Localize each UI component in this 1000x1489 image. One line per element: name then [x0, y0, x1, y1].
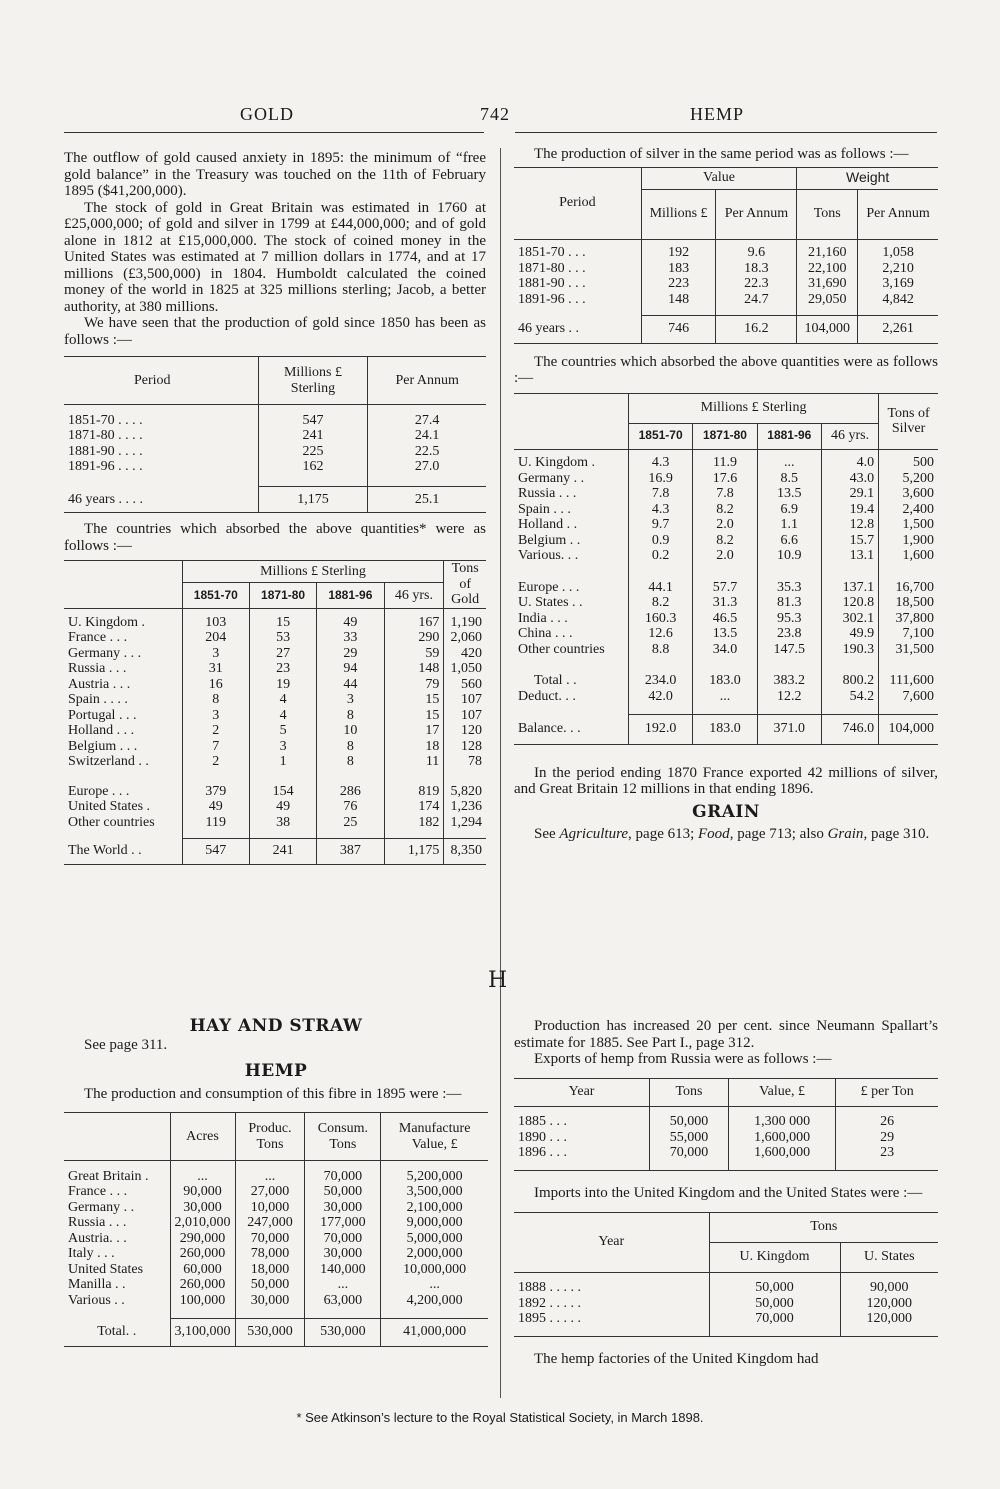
table-row: 1892 . . . . . 50,000 120,000 — [514, 1296, 938, 1312]
left-top-column — [64, 150, 486, 865]
table-row: 1891-96 . . . 148 24.7 29,050 4,842 — [514, 292, 938, 308]
table-row: Russia . . . 7.8 7.8 13.5 29.1 3,600 — [514, 486, 938, 502]
table-row: Austria. . . 290,000 70,000 70,000 5,000,000 — [64, 1231, 488, 1247]
hay-see-page: See page 311. — [84, 1036, 168, 1053]
table-row: Other countries 8.8 34.0 147.5 190.3 31,500 — [514, 642, 938, 658]
table-row: Total . . 234.0 183.0 383.2 800.2 111,600 — [514, 673, 938, 689]
table-row: United States . 49 49 76 174 1,236 — [64, 799, 486, 815]
col-tons: Tons — [650, 1078, 729, 1106]
grain-heading: GRAIN — [692, 801, 760, 822]
section-letter-h: H — [488, 968, 508, 993]
table-row: U. Kingdom . 103 15 49 167 1,190 — [64, 615, 486, 631]
russia-exports-table — [514, 1078, 938, 1172]
table-row: Germany . . . 3 27 29 59 420 — [64, 646, 486, 662]
silver-absorption-table: Millions £ Sterling Tons of Silver 1851-70 1871-80 1881-96 46 yrs. U. Kingdom . 4.3 11.9 ... 4.0 500 Germany . . 16.9 17.6 8.5 43.0 5,200 Russia . . . 7.8 7.8 13.5 29.1 3,600 Spain . . . 4.3 8.2 6.9 19.4 2,400 Holland . . 9.7 2.0 1.1 12.8 1,500 Belgium . . 0.9 8.2 6.6 15.7 1,900 Various. . . 0.2 2.0 10.9 13.1 1,600 Europe . . . 44.1 57.7 35.3 137.1 16,700 U. States . . 8.2 31.3 81.3 120.8 18,500 India . . . 160.3 46.5 95.3 302.1 37,800 China . . . 12.6 13.5 23.8 49.9 7,100 Other countries 8.8 34.0 147.5 190.3 31,500 Total . . 234.0 183.0 383.2 800.2 111,600 Deduct. . . 42.0 ... 12.2 54.2 7,600 Balance. . . 192.0 183.0 371.0 746.0 104,000 — [514, 393, 938, 745]
col-u-states: U. States — [840, 1242, 938, 1272]
table-row: China . . . 12.6 13.5 23.8 49.9 7,100 — [514, 626, 938, 642]
para-countries-silver: The countries which absorbed the above quantities were as follows :— — [514, 353, 938, 386]
col-year: Year — [514, 1212, 709, 1272]
table-row: U. Kingdom . 4.3 11.9 ... 4.0 500 — [514, 455, 938, 471]
para-hemp-factories: The hemp factories of the United Kingdom had — [534, 1351, 819, 1367]
table-row: Germany . . 16.9 17.6 8.5 43.0 5,200 — [514, 471, 938, 487]
running-head-right: HEMP — [690, 104, 745, 124]
col-acres: Acres — [170, 1113, 235, 1161]
table-row: Germany . . 30,000 10,000 30,000 2,100,000 — [64, 1200, 488, 1216]
col-year: Year — [568, 1084, 595, 1100]
imports-table — [514, 1212, 938, 1338]
table-row: 1871-80 . . . . 241 24.1 — [64, 428, 486, 444]
rule-left — [64, 132, 484, 133]
balance-row: Balance. . . 192.0 183.0 371.0 746.0 104,000 — [514, 714, 938, 744]
table-row: Spain . . . . 8 4 3 15 107 — [64, 692, 486, 708]
gold-production-table — [64, 356, 486, 513]
col-per-ton: £ per Ton — [836, 1078, 938, 1106]
col-weight: Weight — [797, 167, 938, 189]
col-consum-tons: Consum. Tons — [305, 1113, 381, 1161]
table-row: Europe . . . 44.1 57.7 35.3 137.1 16,700 — [514, 580, 938, 596]
link-agriculture[interactable]: Agriculture — [559, 826, 629, 842]
col-value: Value, £ — [728, 1078, 836, 1106]
grain-see-also: See Agriculture, page 613; Food, page 713; also Grain, page 310. — [534, 826, 930, 842]
table-row: 1896 . . . 70,000 1,600,000 23 — [514, 1145, 938, 1161]
col-millions: Millions £ Sterling — [258, 357, 368, 405]
table-row: 1851-70 . . . 192 9.6 21,160 1,058 — [514, 245, 938, 261]
running-head-left: GOLD — [240, 104, 294, 124]
running-head — [0, 104, 1000, 128]
link-food[interactable]: Food — [698, 826, 730, 842]
page-number: 742 — [480, 104, 510, 124]
table-row: Various . . 100,000 30,000 63,000 4,200,000 — [64, 1293, 488, 1309]
table-row: Great Britain . ... ... 70,000 5,200,000 — [64, 1169, 488, 1185]
para-production: We have seen that the production of gold since 1850 has been as follows :— — [64, 315, 486, 348]
para-exports-russia: Exports of hemp from Russia were as follows :— — [534, 1051, 832, 1067]
table-row: 1881-90 . . . 223 22.3 31,690 3,169 — [514, 276, 938, 292]
footnote: * See Atkinson’s lecture to the Royal Statistical Society, in March 1898. — [296, 1410, 704, 1425]
table-row: 1881-90 . . . . 225 22.5 — [64, 444, 486, 460]
left-bottom-column — [64, 1018, 488, 1347]
col-millions-sterling: Millions £ Sterling — [628, 393, 878, 423]
para-hemp-production: The production and consumption of this fibre in 1895 were :— — [84, 1085, 462, 1102]
col-u-kingdom: U. Kingdom — [709, 1242, 840, 1272]
table-row: Portugal . . . 3 4 8 15 107 — [64, 708, 486, 724]
table-row: Holland . . 9.7 2.0 1.1 12.8 1,500 — [514, 517, 938, 533]
hemp-production-table — [64, 1112, 488, 1347]
para-imports: Imports into the United Kingdom and the United States were :— — [534, 1185, 923, 1201]
table-row: Europe . . . 379 154 286 819 5,820 — [64, 784, 486, 800]
col-period: Period — [134, 372, 171, 388]
table-row: Italy . . . 260,000 78,000 30,000 2,000,000 — [64, 1246, 488, 1262]
table-row: 1891-96 . . . . 162 27.0 — [64, 459, 486, 475]
table-row: Switzerland . . 2 1 8 11 78 — [64, 754, 486, 770]
total-row: 46 years . . 746 16.2 104,000 2,261 — [514, 315, 938, 343]
table-row: Spain . . . 4.3 8.2 6.9 19.4 2,400 — [514, 502, 938, 518]
para-production-increase: Production has increased 20 per cent. since Neumann Spallart’s estimate for 1885. See Part I., page 312. — [514, 1018, 938, 1051]
total-row: Total. . 3,100,000 530,000 530,000 41,000,000 — [64, 1318, 488, 1346]
total-row: 46 years . . . . 1,175 25.1 — [64, 487, 486, 513]
col-tons: Tons — [709, 1212, 938, 1242]
silver-production-table: Period Value Weight Millions £ Per Annum Tons Per Annum 1851-70 . . . 192 9.6 21,160 1,058 1871-80 . . . 183 18.3 22,100 2,210 1881-90 . . . 223 22.3 31,690 3,169 1891-96 . . . 148 24.7 29,050 4,842 46 years . . 746 16.2 104,000 2,261 — [514, 167, 938, 344]
table-row: 1890 . . . 55,000 1,600,000 29 — [514, 1130, 938, 1146]
para-silver: The production of silver in the same period was as follows :— — [534, 146, 909, 162]
table-row: 1895 . . . . . 70,000 120,000 — [514, 1311, 938, 1327]
link-grain[interactable]: Grain — [827, 826, 864, 842]
table-row: Deduct. . . 42.0 ... 12.2 54.2 7,600 — [514, 689, 938, 705]
table-row: 1871-80 . . . 183 18.3 22,100 2,210 — [514, 261, 938, 277]
column-divider — [500, 148, 501, 1398]
col-millions-sterling: Millions £ Sterling — [182, 561, 444, 583]
table-row: France . . . 90,000 27,000 50,000 3,500,000 — [64, 1184, 488, 1200]
right-bottom-column — [514, 1018, 938, 1368]
table-row: Other countries 119 38 25 182 1,294 — [64, 815, 486, 831]
col-tons-silver: Tons of Silver — [879, 393, 938, 449]
table-row: 1851-70 . . . . 547 27.4 — [64, 413, 486, 429]
right-top-column — [514, 146, 938, 843]
col-produc-tons: Produc. Tons — [235, 1113, 305, 1161]
para-outflow: The outflow of gold caused anxiety in 1895: the minimum of “free gold balance” in the Treasury was touched on the 11th of February 1895 ($41,200,000). — [64, 150, 486, 199]
col-per-annum: Per Annum — [368, 357, 486, 405]
table-row: Belgium . . 0.9 8.2 6.6 15.7 1,900 — [514, 533, 938, 549]
para-countries-gold: The countries which absorbed the above quantities* were as follows :— — [64, 521, 486, 554]
col-value: Value — [641, 167, 797, 189]
table-row: Manilla . . 260,000 50,000 ... ... — [64, 1277, 488, 1293]
para-france-export: In the period ending 1870 France exported 42 millions of silver, and Great Britain 12 millions in that ending 1896. — [514, 764, 938, 797]
gold-absorption-table: Millions £ Sterling Tons of Gold 1851-70 1871-80 1881-96 46 yrs. U. Kingdom . 103 15 49 167 1,190 France . . . 204 53 33 290 2,060 Germany . . . 3 27 29 59 420 Russia . . . 31 23 94 148 1,050 Austria . . . 16 19 44 79 560 Spain . . . . 8 4 3 15 107 Portugal . . . 3 4 8 15 107 Holland . . . 2 5 10 17 120 Belgium . . . 7 3 8 18 128 Switzerland . . 2 1 8 11 78 Europe . . . 379 154 286 819 5,820 United States . 49 49 76 174 1,236 Other countries 119 38 25 182 1,294 The World . . 547 241 387 1,175 8,350 — [64, 560, 486, 865]
col-tons-gold: Tons of Gold — [444, 561, 486, 609]
col-period: Period — [514, 167, 641, 239]
hay-straw-heading: HAY AND STRAW — [189, 1016, 363, 1036]
table-row: Holland . . . 2 5 10 17 120 — [64, 723, 486, 739]
table-row: 1888 . . . . . 50,000 90,000 — [514, 1280, 938, 1296]
table-row: 1885 . . . 50,000 1,300 000 26 — [514, 1114, 938, 1130]
rule-right — [515, 132, 937, 133]
table-row: Russia . . . 31 23 94 148 1,050 — [64, 661, 486, 677]
table-row: France . . . 204 53 33 290 2,060 — [64, 630, 486, 646]
table-row: Various. . . 0.2 2.0 10.9 13.1 1,600 — [514, 548, 938, 564]
para-stock: The stock of gold in Great Britain was estimated in 1760 at £25,000,000; of gold and silver in 1799 at £44,000,000; and of gold alone in 1812 at £15,000,000. The stock of coined money in the United States was estimated at 7 million dollars in 1774, and at 17 millions (£3,500,000) in 1804. Humboldt calculated the coined money of the world in 1825 at 325 millions sterling; Jacob, a better authority, at 380 millions. — [64, 199, 486, 315]
table-row: Russia . . . 2,010,000 247,000 177,000 9,000,000 — [64, 1215, 488, 1231]
table-row: Belgium . . . 7 3 8 18 128 — [64, 739, 486, 755]
col-manufacture-value: Manufacture Value, £ — [381, 1113, 488, 1161]
world-row: The World . . 547 241 387 1,175 8,350 — [64, 838, 486, 864]
table-row: U. States . . 8.2 31.3 81.3 120.8 18,500 — [514, 595, 938, 611]
table-row: United States 60,000 18,000 140,000 10,000,000 — [64, 1262, 488, 1278]
table-row: Austria . . . 16 19 44 79 560 — [64, 677, 486, 693]
table-row: India . . . 160.3 46.5 95.3 302.1 37,800 — [514, 611, 938, 627]
hemp-heading: HEMP — [244, 1061, 308, 1081]
